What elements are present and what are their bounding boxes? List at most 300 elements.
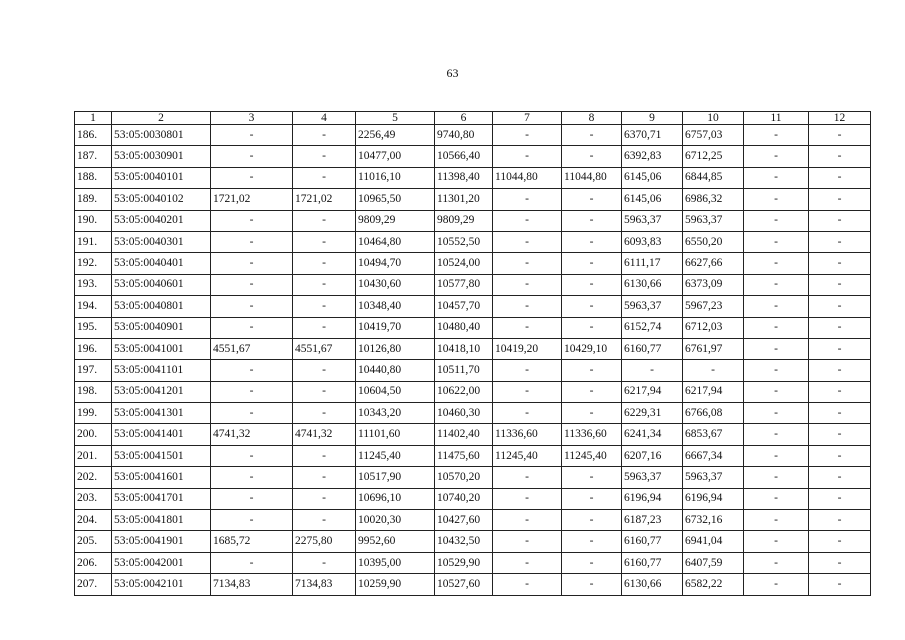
table-cell: - bbox=[744, 296, 809, 317]
table-cell: 6550,20 bbox=[683, 231, 744, 252]
cadastral-code-cell: 53:05:0030901 bbox=[112, 146, 211, 167]
table-cell: - bbox=[211, 510, 293, 531]
table-cell: - bbox=[211, 360, 293, 381]
row-number-cell: 188. bbox=[75, 167, 112, 188]
table-cell: 10020,30 bbox=[356, 510, 435, 531]
table-cell: - bbox=[809, 360, 871, 381]
table-cell: - bbox=[293, 510, 356, 531]
table-cell: - bbox=[809, 510, 871, 531]
table-cell: - bbox=[744, 210, 809, 231]
row-number-cell: 198. bbox=[75, 381, 112, 402]
table-cell: 9809,29 bbox=[356, 210, 435, 231]
table-cell: - bbox=[211, 210, 293, 231]
table-cell: - bbox=[744, 531, 809, 552]
cadastral-code-cell: 53:05:0041301 bbox=[112, 403, 211, 424]
table-cell: 2275,80 bbox=[293, 531, 356, 552]
table-cell: 6093,83 bbox=[622, 231, 683, 252]
table-cell: 10511,70 bbox=[435, 360, 493, 381]
table-cell: - bbox=[493, 210, 562, 231]
row-number-cell: 206. bbox=[75, 552, 112, 573]
table-cell: 10527,60 bbox=[435, 574, 493, 595]
table-cell: 6145,06 bbox=[622, 189, 683, 210]
table-cell: 11336,60 bbox=[562, 424, 622, 445]
table-cell: - bbox=[493, 253, 562, 274]
table-cell: 6844,85 bbox=[683, 167, 744, 188]
table-cell: 10419,70 bbox=[356, 317, 435, 338]
table-cell: 6145,06 bbox=[622, 167, 683, 188]
table-cell: - bbox=[744, 146, 809, 167]
table-cell: - bbox=[493, 274, 562, 295]
table-cell: - bbox=[211, 488, 293, 509]
data-table bbox=[74, 111, 871, 596]
column-header: 8 bbox=[562, 112, 622, 125]
table-cell: 11301,20 bbox=[435, 189, 493, 210]
table-row bbox=[75, 531, 871, 552]
table-cell: 11398,40 bbox=[435, 167, 493, 188]
table-cell: 6757,03 bbox=[683, 125, 744, 146]
table-cell: 10740,20 bbox=[435, 488, 493, 509]
cadastral-code-cell: 53:05:0041701 bbox=[112, 488, 211, 509]
table-cell: - bbox=[744, 424, 809, 445]
table-cell: 6229,31 bbox=[622, 403, 683, 424]
table-row bbox=[75, 189, 871, 210]
table-row bbox=[75, 210, 871, 231]
row-number-cell: 197. bbox=[75, 360, 112, 381]
table-row bbox=[75, 552, 871, 573]
table-cell: - bbox=[493, 146, 562, 167]
table-cell: 6217,94 bbox=[683, 381, 744, 402]
table-cell: 10494,70 bbox=[356, 253, 435, 274]
table-cell: - bbox=[809, 274, 871, 295]
table-cell: 10427,60 bbox=[435, 510, 493, 531]
table-cell: - bbox=[293, 167, 356, 188]
row-number-cell: 204. bbox=[75, 510, 112, 531]
table-cell: - bbox=[744, 467, 809, 488]
cadastral-code-cell: 53:05:0041601 bbox=[112, 467, 211, 488]
row-number-cell: 203. bbox=[75, 488, 112, 509]
table-cell: 6627,66 bbox=[683, 253, 744, 274]
row-number-cell: 202. bbox=[75, 467, 112, 488]
cadastral-code-cell: 53:05:0040101 bbox=[112, 167, 211, 188]
table-cell: 10126,80 bbox=[356, 338, 435, 359]
table-cell: 6130,66 bbox=[622, 274, 683, 295]
table-cell: - bbox=[293, 488, 356, 509]
table-cell: - bbox=[562, 488, 622, 509]
table-cell: - bbox=[809, 146, 871, 167]
table-row bbox=[75, 467, 871, 488]
column-header: 4 bbox=[293, 112, 356, 125]
row-number-cell: 205. bbox=[75, 531, 112, 552]
table-cell: 1685,72 bbox=[211, 531, 293, 552]
table-cell: - bbox=[211, 445, 293, 466]
table-cell: - bbox=[293, 274, 356, 295]
table-cell: - bbox=[562, 552, 622, 573]
table-cell: 10460,30 bbox=[435, 403, 493, 424]
table-cell: - bbox=[809, 253, 871, 274]
table-cell: 11044,80 bbox=[562, 167, 622, 188]
table-row bbox=[75, 146, 871, 167]
table-cell: - bbox=[809, 574, 871, 595]
table-cell: 11245,40 bbox=[493, 445, 562, 466]
table-cell: 11475,60 bbox=[435, 445, 493, 466]
table-row bbox=[75, 317, 871, 338]
table-row bbox=[75, 274, 871, 295]
table-cell: 6766,08 bbox=[683, 403, 744, 424]
table-row bbox=[75, 167, 871, 188]
table-cell: 6853,67 bbox=[683, 424, 744, 445]
table-cell: - bbox=[293, 231, 356, 252]
column-header: 2 bbox=[112, 112, 211, 125]
cadastral-code-cell: 53:05:0041801 bbox=[112, 510, 211, 531]
table-cell: - bbox=[293, 403, 356, 424]
table-cell: - bbox=[493, 231, 562, 252]
table-cell: 6370,71 bbox=[622, 125, 683, 146]
cadastral-code-cell: 53:05:0041501 bbox=[112, 445, 211, 466]
table-cell: 10429,10 bbox=[562, 338, 622, 359]
table-cell: - bbox=[493, 488, 562, 509]
cadastral-code-cell: 53:05:0040601 bbox=[112, 274, 211, 295]
table-cell: - bbox=[562, 210, 622, 231]
table-cell: - bbox=[562, 510, 622, 531]
table-cell: 11402,40 bbox=[435, 424, 493, 445]
row-number-cell: 191. bbox=[75, 231, 112, 252]
table-cell: - bbox=[211, 231, 293, 252]
table-cell: - bbox=[809, 125, 871, 146]
table-cell: 5963,37 bbox=[683, 467, 744, 488]
row-number-cell: 201. bbox=[75, 445, 112, 466]
table-cell: 5963,37 bbox=[683, 210, 744, 231]
table-cell: - bbox=[293, 381, 356, 402]
table-cell: 5963,37 bbox=[622, 467, 683, 488]
table-cell: 2256,49 bbox=[356, 125, 435, 146]
column-header: 6 bbox=[435, 112, 493, 125]
cadastral-code-cell: 53:05:0040301 bbox=[112, 231, 211, 252]
cadastral-code-cell: 53:05:0040201 bbox=[112, 210, 211, 231]
table-cell: 6207,16 bbox=[622, 445, 683, 466]
table-cell: 10577,80 bbox=[435, 274, 493, 295]
cadastral-code-cell: 53:05:0040801 bbox=[112, 296, 211, 317]
table-cell: - bbox=[211, 381, 293, 402]
table-cell: - bbox=[562, 381, 622, 402]
table-cell: 10570,20 bbox=[435, 467, 493, 488]
table-cell: - bbox=[493, 381, 562, 402]
table-cell: 10552,50 bbox=[435, 231, 493, 252]
table-cell: - bbox=[493, 531, 562, 552]
table-cell: 4551,67 bbox=[211, 338, 293, 359]
table-cell: - bbox=[562, 274, 622, 295]
table-cell: 10419,20 bbox=[493, 338, 562, 359]
table-cell: - bbox=[744, 167, 809, 188]
table-cell: 6187,23 bbox=[622, 510, 683, 531]
table-cell: 6582,22 bbox=[683, 574, 744, 595]
table-cell: 6407,59 bbox=[683, 552, 744, 573]
table-row bbox=[75, 510, 871, 531]
table-cell: 10457,70 bbox=[435, 296, 493, 317]
cadastral-code-cell: 53:05:0041201 bbox=[112, 381, 211, 402]
table-cell: 11016,10 bbox=[356, 167, 435, 188]
table-cell: - bbox=[293, 253, 356, 274]
table-cell: 6732,16 bbox=[683, 510, 744, 531]
table-cell: 4741,32 bbox=[211, 424, 293, 445]
table-cell: - bbox=[809, 552, 871, 573]
table-cell: 4741,32 bbox=[293, 424, 356, 445]
table-cell: - bbox=[562, 317, 622, 338]
table-cell: - bbox=[293, 210, 356, 231]
table-cell: - bbox=[744, 274, 809, 295]
table-cell: - bbox=[809, 488, 871, 509]
row-number-cell: 190. bbox=[75, 210, 112, 231]
table-cell: 6241,34 bbox=[622, 424, 683, 445]
table-row bbox=[75, 296, 871, 317]
table-cell: - bbox=[744, 253, 809, 274]
table-cell: - bbox=[744, 231, 809, 252]
table-row bbox=[75, 403, 871, 424]
table-cell: - bbox=[809, 317, 871, 338]
table-cell: 10348,40 bbox=[356, 296, 435, 317]
table-cell: - bbox=[293, 125, 356, 146]
table-cell: - bbox=[211, 317, 293, 338]
table-cell: - bbox=[293, 360, 356, 381]
table-cell: - bbox=[493, 317, 562, 338]
table-cell: 11044,80 bbox=[493, 167, 562, 188]
table-cell: - bbox=[809, 381, 871, 402]
table-cell: - bbox=[493, 574, 562, 595]
table-cell: - bbox=[562, 231, 622, 252]
table-cell: - bbox=[562, 253, 622, 274]
table-row bbox=[75, 253, 871, 274]
table-cell: - bbox=[744, 574, 809, 595]
table-cell: - bbox=[562, 125, 622, 146]
table-cell: 10395,00 bbox=[356, 552, 435, 573]
table-cell: - bbox=[744, 488, 809, 509]
table-cell: 11245,40 bbox=[562, 445, 622, 466]
table-cell: 10432,50 bbox=[435, 531, 493, 552]
row-number-cell: 186. bbox=[75, 125, 112, 146]
table-cell: - bbox=[211, 552, 293, 573]
table-cell: - bbox=[293, 317, 356, 338]
table-cell: 6130,66 bbox=[622, 574, 683, 595]
row-number-cell: 189. bbox=[75, 189, 112, 210]
table-cell: 6667,34 bbox=[683, 445, 744, 466]
table-cell: - bbox=[211, 167, 293, 188]
table-cell: - bbox=[809, 467, 871, 488]
table-cell: - bbox=[744, 317, 809, 338]
table-cell: - bbox=[744, 510, 809, 531]
cadastral-code-cell: 53:05:0041001 bbox=[112, 338, 211, 359]
table-cell: - bbox=[744, 403, 809, 424]
column-header: 9 bbox=[622, 112, 683, 125]
cadastral-code-cell: 53:05:0041901 bbox=[112, 531, 211, 552]
table-cell: 10529,90 bbox=[435, 552, 493, 573]
table-cell: - bbox=[809, 167, 871, 188]
table-cell: - bbox=[562, 296, 622, 317]
table-cell: - bbox=[744, 552, 809, 573]
table-cell: - bbox=[493, 360, 562, 381]
table-cell: 5963,37 bbox=[622, 210, 683, 231]
table-cell: 1721,02 bbox=[293, 189, 356, 210]
table-cell: 10343,20 bbox=[356, 403, 435, 424]
table-cell: - bbox=[562, 574, 622, 595]
table-cell: - bbox=[211, 467, 293, 488]
table-cell: 4551,67 bbox=[293, 338, 356, 359]
table-cell: - bbox=[211, 125, 293, 146]
column-header: 1 bbox=[75, 112, 112, 125]
table-cell: - bbox=[809, 338, 871, 359]
row-number-cell: 199. bbox=[75, 403, 112, 424]
table-cell: - bbox=[744, 338, 809, 359]
table-cell: - bbox=[744, 445, 809, 466]
table-cell: 10418,10 bbox=[435, 338, 493, 359]
table-cell: 6712,03 bbox=[683, 317, 744, 338]
table-cell: - bbox=[562, 531, 622, 552]
table-row bbox=[75, 360, 871, 381]
table-cell: - bbox=[809, 403, 871, 424]
table-cell: 6986,32 bbox=[683, 189, 744, 210]
table-cell: - bbox=[493, 552, 562, 573]
table-row bbox=[75, 424, 871, 445]
table-cell: - bbox=[493, 510, 562, 531]
table-cell: - bbox=[562, 467, 622, 488]
row-number-cell: 195. bbox=[75, 317, 112, 338]
table-cell: 9740,80 bbox=[435, 125, 493, 146]
table-cell: 7134,83 bbox=[293, 574, 356, 595]
table-cell: 11336,60 bbox=[493, 424, 562, 445]
table-cell: 10477,00 bbox=[356, 146, 435, 167]
table-cell: - bbox=[493, 467, 562, 488]
row-number-cell: 196. bbox=[75, 338, 112, 359]
table-cell: 5967,23 bbox=[683, 296, 744, 317]
table-cell: 10440,80 bbox=[356, 360, 435, 381]
table-cell: 10566,40 bbox=[435, 146, 493, 167]
table-cell: 10464,80 bbox=[356, 231, 435, 252]
cadastral-code-cell: 53:05:0040901 bbox=[112, 317, 211, 338]
table-cell: - bbox=[744, 125, 809, 146]
table-cell: 6152,74 bbox=[622, 317, 683, 338]
table-cell: - bbox=[493, 403, 562, 424]
row-number-cell: 193. bbox=[75, 274, 112, 295]
table-cell: - bbox=[744, 381, 809, 402]
table-cell: 6373,09 bbox=[683, 274, 744, 295]
table-cell: - bbox=[622, 360, 683, 381]
table-cell: - bbox=[809, 210, 871, 231]
table-cell: - bbox=[744, 189, 809, 210]
table-cell: 10604,50 bbox=[356, 381, 435, 402]
table-cell: 6712,25 bbox=[683, 146, 744, 167]
table-cell: - bbox=[211, 296, 293, 317]
table-cell: 6160,77 bbox=[622, 552, 683, 573]
table-cell: 7134,83 bbox=[211, 574, 293, 595]
table-cell: - bbox=[809, 296, 871, 317]
table-row bbox=[75, 381, 871, 402]
table-cell: - bbox=[562, 189, 622, 210]
table-cell: 6217,94 bbox=[622, 381, 683, 402]
table-cell: 5963,37 bbox=[622, 296, 683, 317]
column-header: 7 bbox=[493, 112, 562, 125]
table-cell: 10517,90 bbox=[356, 467, 435, 488]
table-cell: - bbox=[493, 125, 562, 146]
table-cell: - bbox=[493, 296, 562, 317]
table-cell: - bbox=[211, 146, 293, 167]
cadastral-code-cell: 53:05:0030801 bbox=[112, 125, 211, 146]
table-cell: - bbox=[211, 274, 293, 295]
table-row bbox=[75, 445, 871, 466]
table-cell: - bbox=[562, 403, 622, 424]
table-cell: 6196,94 bbox=[622, 488, 683, 509]
table-row bbox=[75, 125, 871, 146]
table-cell: 10430,60 bbox=[356, 274, 435, 295]
table-cell: 10524,00 bbox=[435, 253, 493, 274]
table-cell: 1721,02 bbox=[211, 189, 293, 210]
table-cell: - bbox=[293, 445, 356, 466]
table-cell: 6941,04 bbox=[683, 531, 744, 552]
cadastral-code-cell: 53:05:0042101 bbox=[112, 574, 211, 595]
table-cell: 11101,60 bbox=[356, 424, 435, 445]
column-header: 10 bbox=[683, 112, 744, 125]
table-cell: - bbox=[809, 531, 871, 552]
table-row bbox=[75, 488, 871, 509]
table-row bbox=[75, 231, 871, 252]
table-cell: 10696,10 bbox=[356, 488, 435, 509]
table-row bbox=[75, 338, 871, 359]
table-cell: - bbox=[211, 253, 293, 274]
table-cell: - bbox=[809, 424, 871, 445]
table-cell: 6160,77 bbox=[622, 531, 683, 552]
table-cell: 10965,50 bbox=[356, 189, 435, 210]
table-body bbox=[75, 125, 871, 596]
table-row bbox=[75, 574, 871, 595]
page-number: 63 bbox=[446, 66, 459, 80]
table-cell: - bbox=[493, 189, 562, 210]
table-cell: - bbox=[562, 360, 622, 381]
table-cell: 9809,29 bbox=[435, 210, 493, 231]
column-header: 11 bbox=[744, 112, 809, 125]
cadastral-code-cell: 53:05:0042001 bbox=[112, 552, 211, 573]
table-cell: - bbox=[211, 403, 293, 424]
table-cell: 6111,17 bbox=[622, 253, 683, 274]
cadastral-code-cell: 53:05:0040102 bbox=[112, 189, 211, 210]
cadastral-code-cell: 53:05:0041101 bbox=[112, 360, 211, 381]
row-number-cell: 194. bbox=[75, 296, 112, 317]
table-cell: 6160,77 bbox=[622, 338, 683, 359]
table-cell: - bbox=[293, 296, 356, 317]
row-number-cell: 207. bbox=[75, 574, 112, 595]
table-cell: 6761,97 bbox=[683, 338, 744, 359]
row-number-cell: 187. bbox=[75, 146, 112, 167]
table-cell: - bbox=[809, 445, 871, 466]
table-cell: 11245,40 bbox=[356, 445, 435, 466]
table-cell: - bbox=[744, 360, 809, 381]
column-header: 5 bbox=[356, 112, 435, 125]
table-cell: - bbox=[293, 552, 356, 573]
table-cell: 6196,94 bbox=[683, 488, 744, 509]
column-header: 3 bbox=[211, 112, 293, 125]
table-header-row bbox=[75, 112, 871, 125]
table-cell: - bbox=[809, 231, 871, 252]
row-number-cell: 192. bbox=[75, 253, 112, 274]
table-cell: 10480,40 bbox=[435, 317, 493, 338]
table-cell: 9952,60 bbox=[356, 531, 435, 552]
table-cell: - bbox=[562, 146, 622, 167]
column-header: 12 bbox=[809, 112, 871, 125]
cadastral-code-cell: 53:05:0041401 bbox=[112, 424, 211, 445]
table-cell: 6392,83 bbox=[622, 146, 683, 167]
table-cell: - bbox=[809, 189, 871, 210]
table-cell: - bbox=[293, 467, 356, 488]
row-number-cell: 200. bbox=[75, 424, 112, 445]
cadastral-code-cell: 53:05:0040401 bbox=[112, 253, 211, 274]
table-cell: 10622,00 bbox=[435, 381, 493, 402]
table-cell: 10259,90 bbox=[356, 574, 435, 595]
